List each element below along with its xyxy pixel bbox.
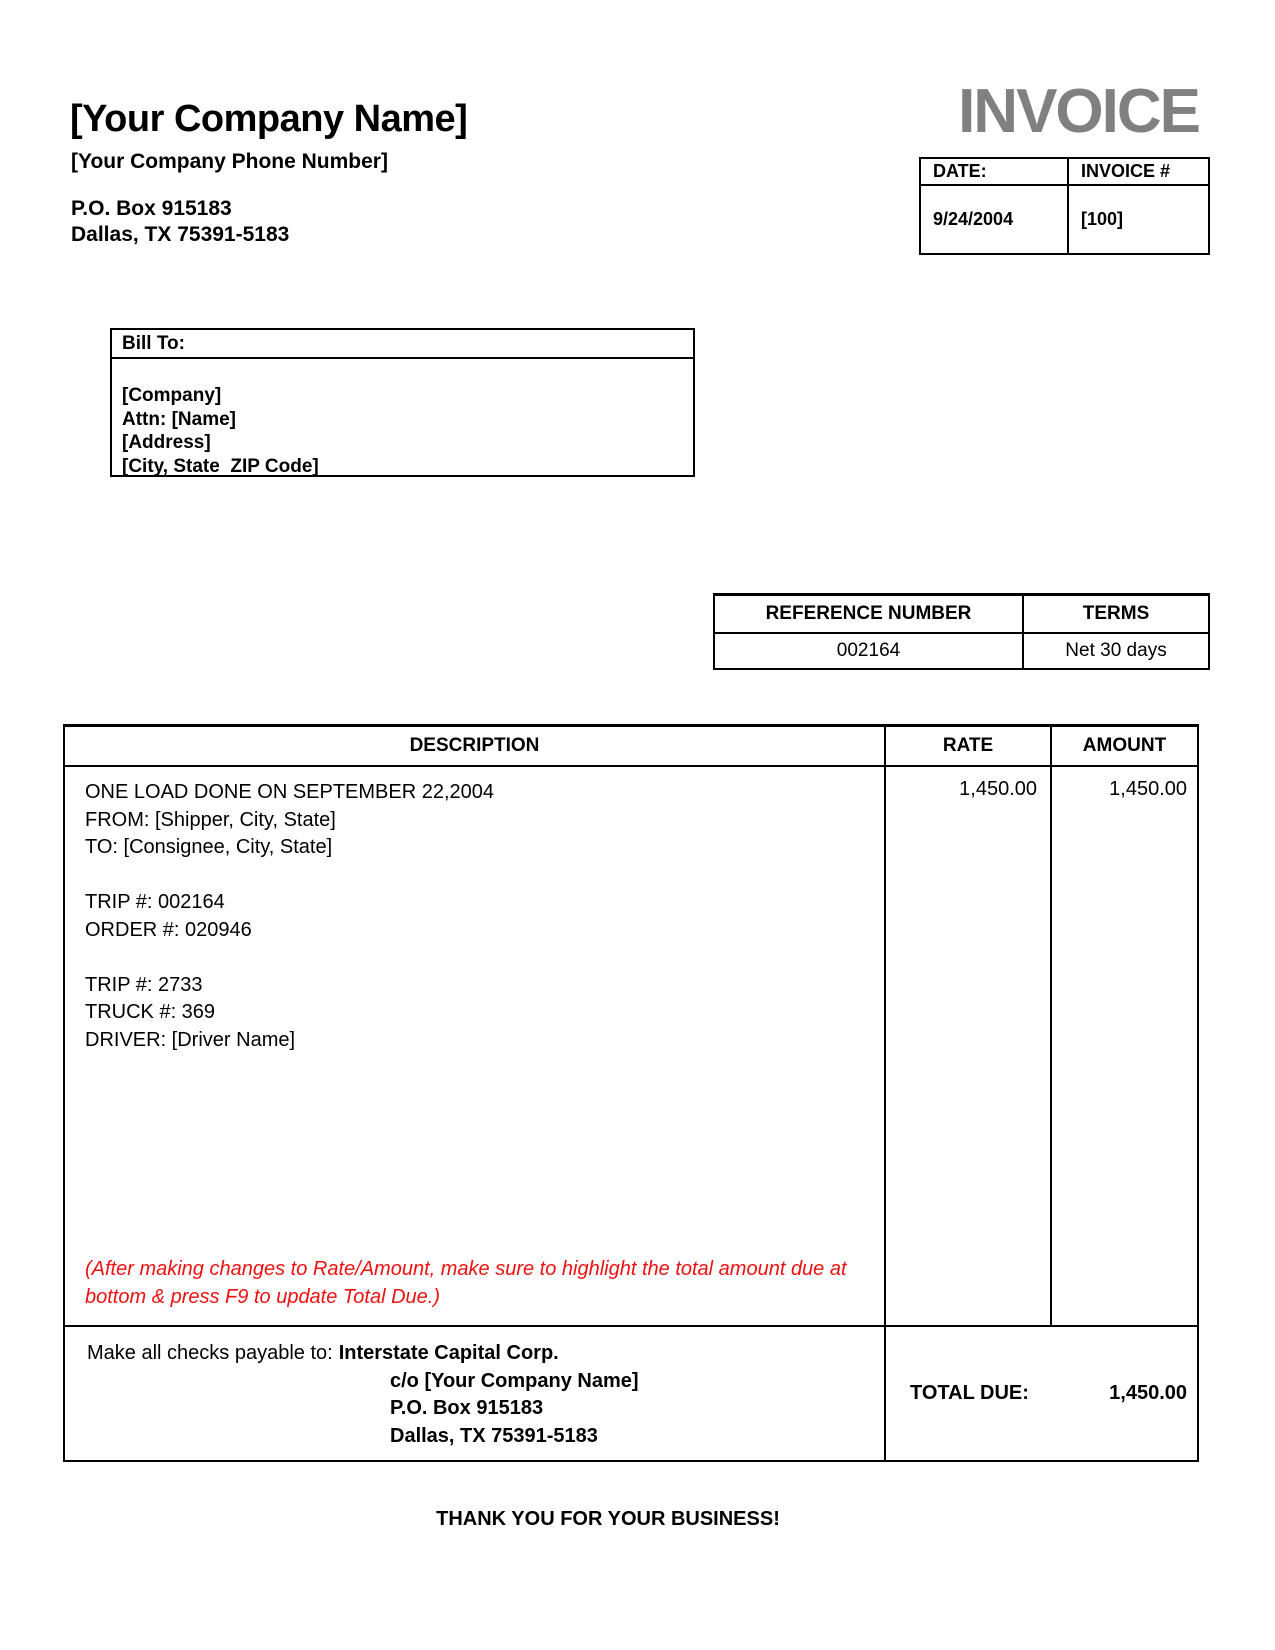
date-value: 9/24/2004 (921, 186, 1069, 253)
date-label: DATE: (921, 159, 1069, 186)
invoice-meta-table (919, 157, 1210, 255)
company-name: [Your Company Name] (70, 98, 468, 140)
invoice-number-value: [100] (1081, 209, 1124, 229)
reference-terms-table (713, 593, 1210, 670)
bill-to-line: Attn: [Name] (122, 408, 236, 430)
rate-column-header: RATE (886, 727, 1052, 767)
bill-to-line: [City, State ZIP Code] (122, 455, 319, 477)
description-line (85, 862, 860, 890)
terms-value: Net 30 days (1065, 640, 1167, 661)
description-line: ORDER #: 020946 (85, 918, 252, 941)
payable-line: c/o [Your Company Name] (390, 1369, 639, 1392)
bill-to-box (110, 328, 695, 477)
rate-value: 1,450.00 (886, 767, 1052, 1325)
description-line: TO: [Consignee, City, State] (85, 836, 333, 858)
description-line: TRIP #: 2733 (85, 973, 203, 996)
bill-to-line: [Address] (122, 432, 211, 453)
total-due-cell (886, 1325, 1197, 1460)
description-line: TRUCK #: 369 (85, 1001, 216, 1023)
payment-instructions-cell (65, 1325, 886, 1460)
line-items-table (63, 724, 1199, 1462)
company-phone: [Your Company Phone Number] (71, 150, 388, 173)
payable-line: P.O. Box 915183 (390, 1397, 544, 1419)
total-due-value: 1,450.00 (1109, 1382, 1187, 1404)
payable-prefix: Make all checks payable to: (87, 1342, 333, 1364)
reference-number-label: REFERENCE NUMBER (715, 596, 1024, 634)
description-line: FROM: [Shipper, City, State] (85, 808, 336, 831)
description-line: TRIP #: 002164 (85, 891, 225, 913)
payable-line: Dallas, TX 75391-5183 (390, 1424, 598, 1447)
invoice-number-label: INVOICE # (1069, 159, 1208, 186)
company-address-line2: Dallas, TX 75391-5183 (71, 223, 290, 246)
amount-column-header: AMOUNT (1052, 727, 1197, 767)
description-lines (85, 779, 860, 1054)
payable-first-line (87, 1340, 884, 1368)
description-column-header: DESCRIPTION (65, 727, 886, 767)
description-line: ONE LOAD DONE ON SEPTEMBER 22,2004 (85, 781, 495, 803)
bill-to-line: [Company] (122, 385, 222, 406)
company-address-line1: P.O. Box 915183 (71, 197, 232, 220)
description-cell (65, 767, 886, 1325)
payable-name: Interstate Capital Corp. (338, 1342, 559, 1364)
bill-to-lines (112, 359, 693, 478)
reference-number-value: 002164 (715, 634, 1024, 668)
description-line (85, 944, 860, 972)
invoice-title: INVOICE (958, 77, 1199, 146)
terms-label: TERMS (1024, 596, 1208, 634)
bill-to-label: Bill To: (112, 330, 693, 359)
description-line: DRIVER: [Driver Name] (85, 1028, 296, 1051)
amount-value: 1,450.00 (1109, 778, 1187, 800)
rate-update-note: (After making changes to Rate/Amount, make sure to highlight the total amount due at bottom & press F9 to update Total Due.) (85, 1258, 847, 1308)
total-due-label: TOTAL DUE: (910, 1382, 1029, 1404)
thank-you-message: THANK YOU FOR YOUR BUSINESS! (436, 1508, 780, 1530)
